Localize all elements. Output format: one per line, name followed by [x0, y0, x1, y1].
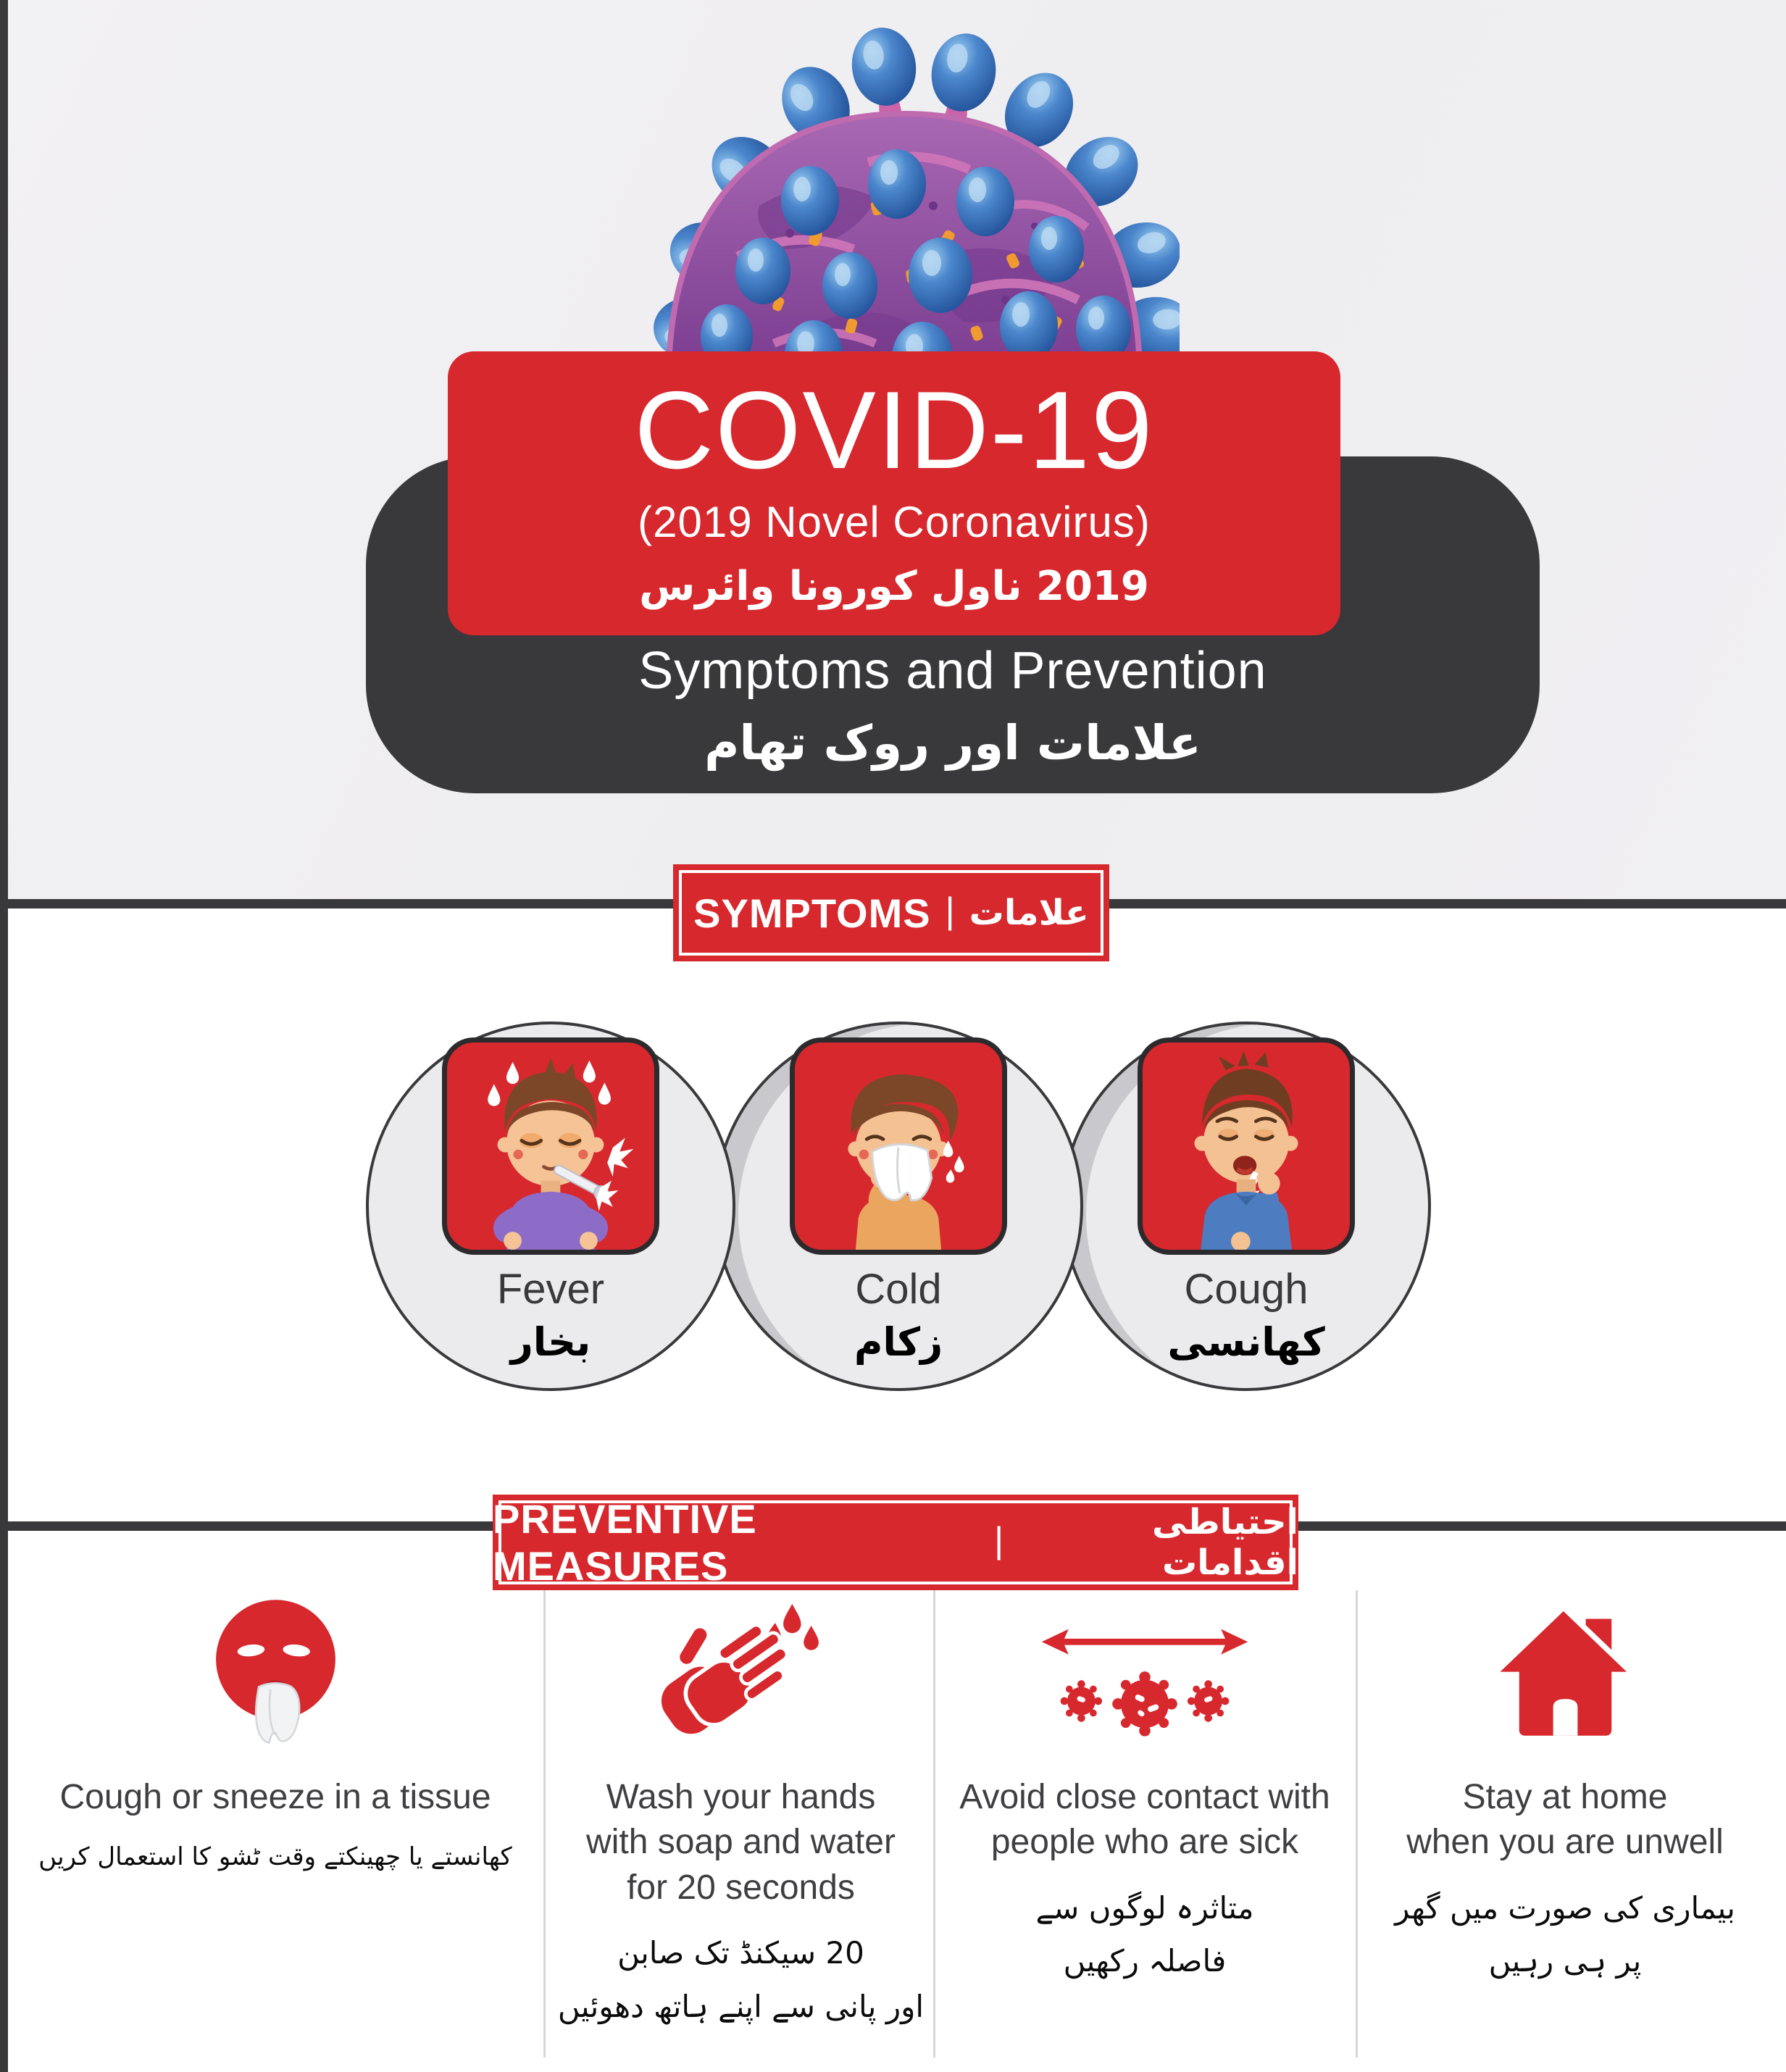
symptom-card-cough — [1061, 1022, 1431, 1391]
wash-hands-text-en: Wash your hands with soap and water for 20 seconds — [586, 1778, 896, 1907]
wash-hands-icon — [651, 1587, 832, 1755]
fever-child-icon — [447, 1043, 654, 1250]
tagline: Symptoms and Prevention — [638, 642, 1267, 701]
wash-hands-text-urdu: 20 سیکنڈ تک صابن اور پانی سے اپنے ہاتھ دھوئیں — [557, 1935, 925, 2024]
stay-home-text-en: Stay at home when you are unwell — [1406, 1778, 1724, 1862]
prevention-item-tissue — [22, 1587, 529, 1879]
preventive-badge-label-urdu: احتیاطی اقدامات — [1151, 1502, 1298, 1583]
badge-separator: | — [994, 1520, 1004, 1561]
cold-label-urdu: زکام — [854, 1319, 943, 1365]
cough-child-icon — [1143, 1043, 1350, 1250]
symptom-card-cold — [714, 1022, 1083, 1391]
cold-illustration-frame — [790, 1037, 1007, 1255]
column-divider — [543, 1590, 546, 2058]
cough-illustration-frame — [1138, 1037, 1355, 1255]
column-divider — [933, 1590, 935, 2058]
symptoms-badge-label: SYMPTOMS — [693, 890, 931, 936]
keep-distance-icon — [1029, 1587, 1261, 1755]
prevention-item-distance — [942, 1587, 1348, 1988]
distance-text-en: Avoid close contact with people who are sick — [959, 1778, 1330, 1862]
left-border-strip — [0, 0, 8, 2072]
virus-icon — [629, 16, 1180, 378]
tagline-urdu: علامات اور روک تھام — [704, 715, 1201, 772]
stay-home-text-urdu: بیماری کی صورت میں گھر پر ہی رہیں — [1395, 1889, 1735, 1979]
prevention-item-wash-hands — [554, 1587, 927, 2033]
cold-child-icon — [795, 1043, 1002, 1250]
cough-label: Cough — [1184, 1266, 1309, 1313]
cold-label: Cold — [855, 1266, 942, 1313]
coronavirus-illustration — [629, 16, 1180, 382]
fever-illustration-frame — [442, 1037, 659, 1255]
symptom-card-fever — [366, 1022, 735, 1391]
column-divider — [1356, 1590, 1358, 2058]
page-title: COVID-19 — [634, 368, 1154, 492]
preventive-measures-badge — [493, 1495, 1298, 1590]
red-title-banner — [448, 351, 1340, 635]
badge-separator: | — [945, 890, 955, 931]
stay-home-icon — [1484, 1587, 1647, 1755]
page-subtitle: (2019 Novel Coronavirus) — [638, 497, 1151, 546]
fever-label: Fever — [496, 1266, 605, 1313]
tissue-text-en: Cough or sneeze in a tissue — [59, 1778, 491, 1816]
cough-label-urdu: کھانسی — [1167, 1319, 1325, 1365]
sneeze-into-tissue-icon — [198, 1587, 354, 1755]
symptoms-badge — [673, 864, 1109, 961]
page-subtitle-urdu: 2019 ناول کورونا وائرس — [639, 562, 1149, 610]
prevention-item-stay-home — [1366, 1587, 1764, 1988]
tissue-text-urdu: کھانستے یا چھینکتے وقت ٹشو کا استعمال کریں — [38, 1842, 512, 1872]
symptoms-badge-label-urdu: علامات — [969, 893, 1089, 933]
distance-text-urdu: متاثرہ لوگوں سے فاصلہ رکھیں — [1035, 1889, 1254, 1979]
fever-label-urdu: بخار — [510, 1319, 591, 1365]
preventive-badge-label: PREVENTIVE MEASURES — [493, 1496, 757, 1589]
